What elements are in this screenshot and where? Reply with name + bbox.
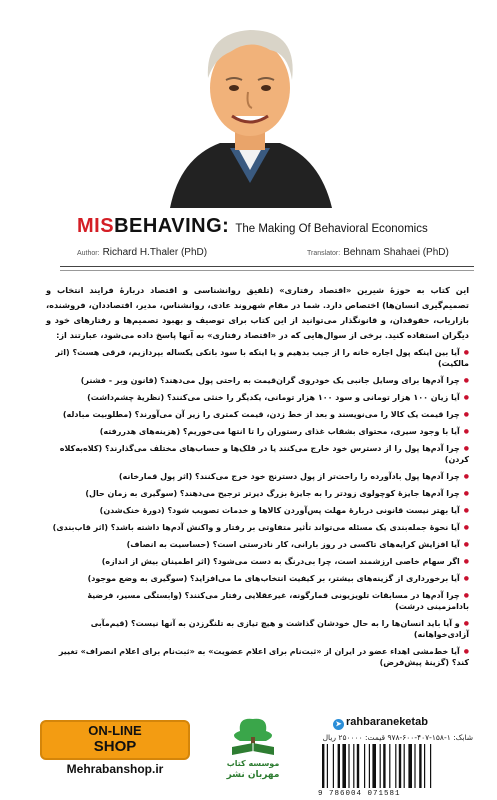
list-item: ● آیا نحوهٔ جمله‌بندی یک مسئله می‌تواند تأثیر متفاوتی بر رفتار و واکنش آدم‌ها داشته باشد؟ (اثر قاب‌بندی) — [46, 522, 469, 533]
list-item: ● چرا آدم‌ها جایزهٔ کوچولوی زودتر را به جایزهٔ بزرگ دیرتر ترجیح می‌دهند؟ (سوگیری به زمان حال) — [46, 488, 469, 499]
shop-line-shop: SHOP — [93, 738, 137, 755]
shop-url: Mehrabanshop.ir — [66, 762, 164, 776]
list-item: ● اگر سهام خاصی ارزشمند است، چرا بی‌درنگ به دست می‌شود؟ (اثر اطمینان بیش از اندازه) — [46, 556, 469, 567]
barcode-bar — [399, 744, 401, 788]
list-item: ● چرا آدم‌ها برای وسایل جانبی یک خودروی گران‌قیمت به راحتی پول می‌دهند؟ (قانون وبر - فشنر) — [46, 375, 469, 386]
intro-paragraph: این کتاب به حوزهٔ شیرین «اقتصاد رفتاری» (تلفیق روانشناسی و اقتصاد دربارهٔ فرایند انتخاب و تصمیم‌گیری انسان‌ها) اختصاص دارد. شما در مقام شهروند عادی، روانشناس، مدیر، اقتصاددان، فروشنده، بازاریاب، حقوقدان، و قانونگذار می‌توانید از این کتاب برای توصیف و بهبود تصمیم‌ها و رفتارهای خود و دیگران استفاده کنید. برخی از سوال‌هایی که در «اقتصاد رفتاری» به آنها پاسخ داده می‌شود، عبارتند از: — [46, 285, 469, 340]
online-shop-badge — [40, 720, 190, 776]
barcode-bar — [357, 744, 359, 788]
barcode-bar — [342, 744, 346, 788]
barcode-bar — [322, 744, 324, 788]
book-tree-icon — [218, 713, 288, 759]
barcode-bar — [372, 744, 376, 788]
barcode — [318, 744, 476, 792]
barcode-bar — [353, 744, 354, 788]
barcode-bar — [408, 744, 412, 788]
shop-line-online: ON-LINE — [88, 723, 142, 738]
list-item: ● آیا برخورداری از گزینه‌های بیشتر، بر کیفیت انتخاب‌های ما می‌افزاید؟ (سوگیری به وضع موجود) — [46, 573, 469, 584]
barcode-bar — [414, 744, 415, 788]
publisher-name-line2: مهربان نشر — [226, 770, 280, 780]
list-item: ● آیا خط‌مشی اهداء عضو در ایران از «ثبت‌نام برای اعلام عضویت» به «ثبت‌نام برای اعلام انصراف» تغییر کند؟ (گزینهٔ پیش‌فرض) — [46, 646, 469, 668]
barcode-bar — [389, 744, 390, 788]
barcode-bar — [333, 744, 334, 788]
list-item: ● آیا افزایش کرایه‌های تاکسی در روز بارانی، کار نادرستی است؟ (حساسیت به انصاف) — [46, 539, 469, 550]
barcode-bar — [348, 744, 349, 788]
list-item: ● و آیا باید انسان‌ها را به حال خودشان گذاشت و هیچ تیازی به تلنگرزدن به آنها نیست؟ (قیم‌مآبی آزادی‌خواهانه) — [46, 618, 469, 640]
book-subtitle: The Making Of Behavioral Economics — [235, 223, 428, 235]
translator-name: Behnam Shahaei (PhD) — [343, 247, 449, 258]
barcode-bar — [383, 744, 385, 788]
list-item: ● آیا بهتر نیست قانونی دربارهٔ مهلت پس‌آوردن کالاها و خدمات تصویب شود؟ (دورهٔ خنک‌شدن) — [46, 505, 469, 516]
author-label: Author: — [77, 250, 100, 257]
divider-top — [60, 266, 474, 267]
list-item: ● چرا آدم‌ها پول بادآورده را راحت‌تر از پول دسترنج خود خرج می‌کنند؟ (اثر پول قمارخانه) — [46, 471, 469, 482]
barcode-bar — [364, 744, 365, 788]
list-item: ● آیا بین اینکه پول اجاره خانه را از جیب بدهیم و یا اینکه با سود بانکی یکساله بپردازیم، فرقی هست؟ (اثر مالکیت) — [46, 347, 469, 369]
barcode-bar — [424, 744, 425, 788]
isbn-digits: 9 786004 071581 — [318, 790, 401, 798]
question-list — [46, 347, 469, 674]
list-item: ● چرا آدم‌ها در مسابقات تلویزیونی قمارگونه، غیرعقلایی رفتار می‌کنند؟ (وابستگی مسیر، فرضیهٔ بادامزمینی درشت) — [46, 590, 469, 612]
barcode-bar — [430, 744, 431, 788]
barcode-bar — [338, 744, 340, 788]
barcode-bar — [419, 744, 421, 788]
handle-text: rahbaraneketab — [346, 716, 428, 728]
book-title — [77, 215, 477, 241]
author-name: Richard H.Thaler (PhD) — [102, 247, 208, 258]
publisher-name-line1: موسسه کتاب — [226, 759, 280, 768]
list-item: ● چرا قیمت یک کالا را می‌نویسند و بعد از خط زدن، قیمت کمتری را زیر آن می‌آورند؟ (مطلوبیت مبادله) — [46, 409, 469, 420]
barcode-bar — [327, 744, 328, 788]
barcode-bar — [404, 744, 405, 788]
credits — [77, 247, 477, 261]
barcode-bar — [395, 744, 396, 788]
author-portrait — [160, 8, 340, 208]
barcode-bar — [380, 744, 381, 788]
publisher-logo — [218, 713, 288, 783]
barcode-bar — [369, 744, 370, 788]
list-item: ● چرا آدم‌ها پول را از دسترس خود خارج می‌کنند یا در قلک‌ها و حساب‌های مختلف می‌گذارند؟ (کلاه‌به‌کلاه کردن) — [46, 443, 469, 465]
title-mis: MIS — [77, 215, 115, 237]
title-behaving: BEHAVING: — [114, 215, 230, 237]
telegram-icon: ➤ — [333, 719, 344, 730]
list-item: ● آیا زیان ۱۰۰ هزار تومانی و سود ۱۰۰ هزار تومانی، یکدیگر را خنثی می‌کنند؟ (نظریهٔ چشم‌داشت) — [46, 392, 469, 403]
list-item: ● آیا با وجود سیری، محتوای بشقاب غذای رستوران را تا انتها می‌خوریم؟ (هزینه‌های هدررفته) — [46, 426, 469, 437]
isbn-price-line: شابک: ۱-۱۵۸-۴۰۷-۶۰۰-۹۷۸ قیمت: ۲۵۰۰۰۰ ریال — [322, 733, 473, 742]
telegram-handle — [333, 716, 473, 730]
author-credit — [77, 247, 207, 258]
translator-label: Translator: — [307, 250, 341, 257]
translator-credit — [307, 247, 449, 258]
divider-bottom — [60, 270, 474, 271]
